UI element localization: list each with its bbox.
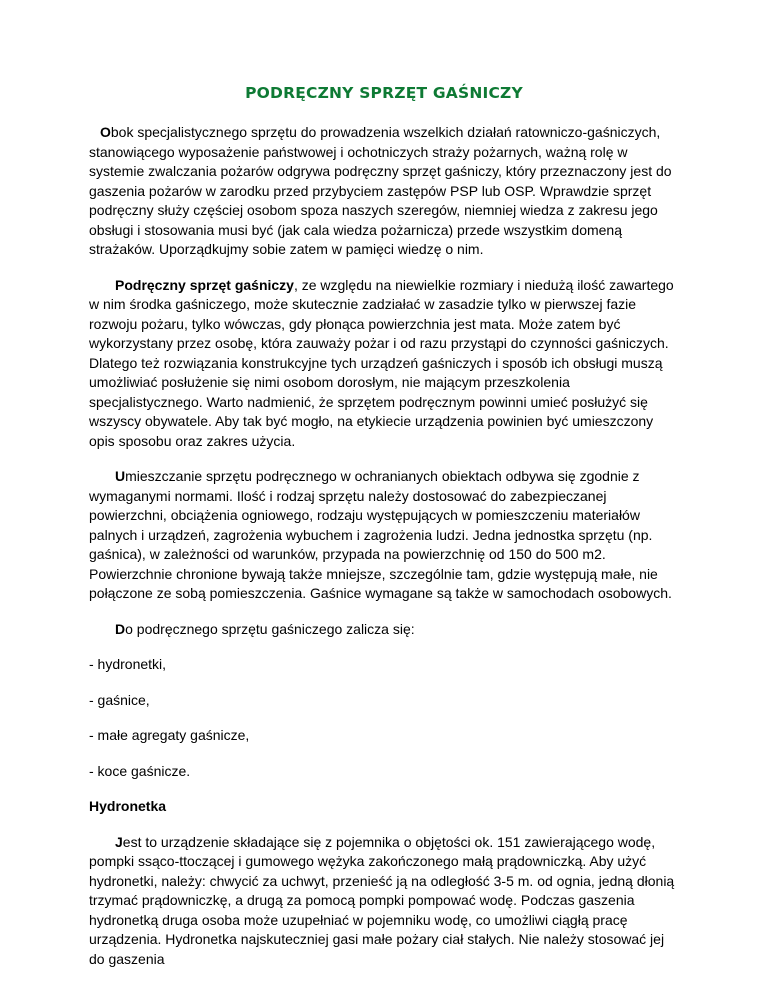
document-body bbox=[89, 123, 679, 985]
paragraph-text: mieszczanie sprzętu podręcznego w ochranianych obiektach odbywa się zgodnie z wymaganymi normami. Ilość i rodzaj sprzętu należy dostosować do zabezpieczanej powierzchni, obciążenia ogniowego, rodzaju występujących w pomieszczeniu materiałów palnych i urządzeń, zagrożenia wybuchem i zagrożenia ludzi. Jedna jednostka sprzętu (np. gaśnica), w zależności od warunków, przypada na powierzchnię od 150 do 500 m2. Powierzchnie chronione bywają także mniejsze, szczególnie tam, gdzie występują małe, nie połączone ze sobą pomieszczenia. Gaśnice wymagane są także w samochodach osobowych. bbox=[89, 468, 672, 601]
paragraph-text: , ze względu na niewielkie rozmiary i niedużą ilość zawartego w nim środka gaśniczego, może skutecznie zadziałać w zasadzie tylko w pierwszej fazie rozwoju pożaru, tylko wówczas, gdy płonąca powierzchnia jest mata. Może zatem być wykorzystany przez osobę, która zauważy pożar i od razu przystąpi do czynności gaśniczych. Dlatego też rozwiązania konstrukcyjne tych urządzeń gaśniczych i sposób ich obsługi muszą umożliwiać posłużenie się nimi osobom dorosłym, nie mającym przeszkolenia specjalistycznego. Warto nadmienić, że sprzętem podręcznym powinni umieć posłużyć się wszyscy obywatele. Aby tak być mogło, na etykiecie urządzenia powinien być umieszczony opis sposobu oraz zakres użycia. bbox=[89, 276, 674, 449]
drop-letter: O bbox=[100, 124, 111, 140]
drop-letter: U bbox=[115, 468, 126, 484]
drop-letter: J bbox=[115, 833, 123, 850]
list-item-gasnice: - gaśnice, bbox=[89, 691, 150, 708]
bold-term: Podręczny sprzęt gaśniczy bbox=[115, 276, 294, 293]
list-item-hydronetki: - hydronetki, bbox=[89, 656, 167, 672]
paragraph-text: o podręcznego sprzętu gaśniczego zalicza się: bbox=[125, 620, 415, 637]
paragraph-intro bbox=[89, 123, 679, 260]
paragraph-text: bok specjalistycznego sprzętu do prowadzenia wszelkich działań ratowniczo-gaśniczych, stanowiącego wyposażenie państwowej i ochotniczych straży pożarnych, ważną rolę w systemie zwalczania pożarów odgrywa podręczny sprzęt gaśniczy, który przeznaczony jest do gaszenia pożarów w zarodku przed przybyciem zastępów PSP lub OSP. Wprawdzie sprzęt podręczny służy częściej osobom spoza naszych szeregów, niemniej wiedza z zakresu jego obsługi i stosowania musi być (jak cala wiedza pożarnicza) przede wszystkim domeną strażaków. Uporządkujmy sobie zatem w pamięci wiedzę o nim. bbox=[89, 124, 672, 257]
section-heading-hydronetka: Hydronetka bbox=[89, 798, 167, 814]
list-item-koce: - koce gaśnicze. bbox=[89, 762, 191, 779]
paragraph-placement bbox=[89, 467, 679, 604]
paragraph-definition bbox=[89, 276, 679, 452]
paragraph-list-intro bbox=[89, 620, 679, 640]
document-title: PODRĘCZNY SPRZĘT GAŚNICZY bbox=[245, 84, 523, 102]
paragraph-hydronetka bbox=[89, 833, 679, 970]
list-item-agregaty: - małe agregaty gaśnicze, bbox=[89, 727, 250, 743]
paragraph-text: est to urządzenie składające się z pojemnika o objętości ok. 151 zawierającego wodę, pompki ssąco-ttoczącej i gumowego wężyka zakończonego małą prądowniczką. Aby użyć hydronetki, należy: chwycić za uchwyt, przenieść ją na odległość 3-5 m. od ognia, jedną dłonią trzymać prądowniczkę, a drugą za pomocą pompki pompować wodę. Podczas gaszenia hydronetką druga osoba może uzupełniać w pojemniku wodę, co umożliwi ciągłą pracę urządzenia. Hydronetka najskuteczniej gasi małe pożary ciał stałych. Nie należy stosować jej do gaszenia bbox=[89, 833, 675, 967]
drop-letter: D bbox=[115, 620, 126, 637]
